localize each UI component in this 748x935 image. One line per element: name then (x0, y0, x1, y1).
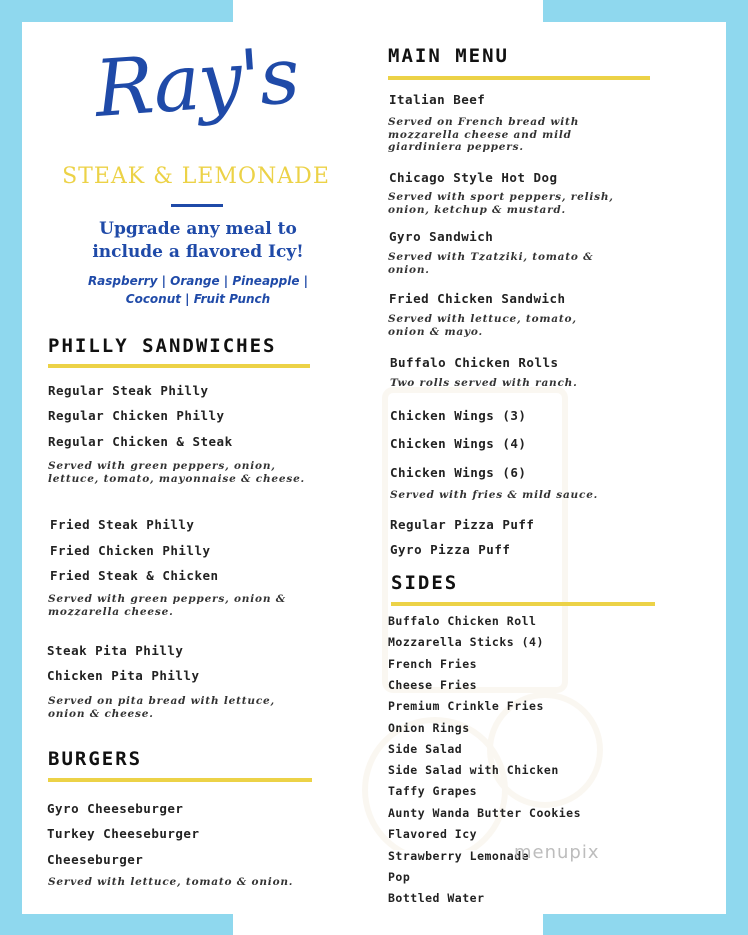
item-description (48, 460, 305, 485)
side-item: Strawberry Lemonade (388, 849, 530, 863)
menu-item: Chicago Style Hot Dog (389, 170, 558, 185)
description-line: onion, ketchup & mustard. (388, 203, 567, 216)
item-description: Served with fries & mild sauce. (390, 489, 599, 501)
menu-item: Regular Chicken & Steak (48, 434, 233, 449)
menu-item: Chicken Wings (3) (390, 408, 527, 423)
description-line: Served with lettuce, tomato, (388, 313, 577, 325)
description-line: Served on pita bread with lettuce, (48, 695, 275, 707)
menu-item: Buffalo Chicken Rolls (390, 355, 559, 370)
menu-item: Gyro Cheeseburger (47, 801, 184, 816)
menu-item: Cheeseburger (47, 852, 144, 867)
side-item: French Fries (388, 657, 478, 671)
menu-item: Chicken Wings (4) (390, 436, 527, 451)
bottom-white-strip (233, 912, 543, 935)
description-line: onion. (388, 263, 430, 276)
menu-item: Chicken Wings (6) (390, 465, 527, 480)
description-line: Served with green peppers, onion, (48, 460, 276, 472)
side-item: Bottled Water (388, 891, 485, 905)
promo-text (60, 218, 336, 264)
description-line: Served with Tzatziki, tomato & (388, 251, 594, 263)
description-line: Served with green peppers, onion & (48, 593, 287, 605)
item-description: Two rolls served with ranch. (390, 377, 578, 389)
promo-line-1: Upgrade any meal to (99, 219, 297, 239)
menu-item: Fried Steak & Chicken (50, 568, 219, 583)
description-line: onion & mayo. (388, 325, 483, 338)
menu-item: Chicken Pita Philly (47, 668, 200, 683)
description-line: mozzarella cheese and mild (388, 128, 572, 141)
item-description: Served with lettuce, tomato & onion. (48, 876, 294, 888)
description-line: Served with sport peppers, relish, (388, 191, 614, 203)
side-item: Mozzarella Sticks (4) (388, 635, 544, 649)
item-description (388, 116, 579, 154)
menu-item: Fried Chicken Sandwich (389, 291, 566, 306)
description-line: Served on French bread with (388, 116, 580, 128)
menu-item: Gyro Sandwich (389, 229, 494, 244)
side-item: Pop (388, 870, 411, 884)
divider (171, 204, 223, 207)
description-line: lettuce, tomato, mayonnaise & cheese. (48, 472, 306, 485)
menu-item: Fried Steak Philly (50, 517, 195, 532)
menu-item: Regular Chicken Philly (48, 408, 225, 423)
philly-heading: PHILLY SANDWICHES (48, 335, 277, 357)
brand-logo: Ray's (92, 31, 301, 135)
side-item: Side Salad with Chicken (388, 763, 559, 777)
promo-line-2: include a flavored Icy! (92, 242, 304, 262)
side-item: Side Salad (388, 742, 463, 756)
watermark: menupix (514, 842, 600, 863)
menu-item: Fried Chicken Philly (50, 543, 211, 558)
sides-heading: SIDES (391, 572, 459, 594)
flavor-list (70, 272, 326, 308)
burgers-heading: BURGERS (48, 748, 143, 770)
item-description (48, 695, 275, 720)
side-item: Taffy Grapes (388, 784, 478, 798)
sides-underline (391, 602, 655, 606)
description-line: giardiniera peppers. (388, 141, 524, 153)
menu-item: Turkey Cheeseburger (47, 826, 200, 841)
side-item: Aunty Wanda Butter Cookies (388, 806, 582, 820)
side-item: Flavored Icy (388, 827, 478, 841)
description-line: mozzarella cheese. (48, 605, 174, 618)
main-menu-heading: MAIN MENU (388, 45, 509, 67)
item-description (388, 313, 577, 338)
flavor-line-1: Raspberry | Orange | Pineapple | (87, 274, 309, 288)
side-item: Cheese Fries (388, 678, 478, 692)
top-white-strip (233, 0, 543, 24)
menu-item: Steak Pita Philly (47, 643, 184, 658)
menu-item: Regular Pizza Puff (390, 517, 535, 532)
menu-item: Gyro Pizza Puff (390, 542, 511, 557)
brand-subtitle: STEAK & LEMONADE (62, 164, 330, 189)
philly-underline (48, 364, 310, 368)
item-description (48, 593, 286, 618)
burgers-underline (48, 778, 312, 782)
side-item: Premium Crinkle Fries (388, 699, 544, 713)
side-item: Buffalo Chicken Roll (388, 614, 537, 628)
flavor-line-2: Coconut | Fruit Punch (125, 292, 271, 306)
menu-item: Regular Steak Philly (48, 383, 209, 398)
item-description (388, 251, 593, 276)
menu-item: Italian Beef (389, 92, 486, 107)
item-description (388, 191, 614, 216)
main-menu-underline (388, 76, 650, 80)
side-item: Onion Rings (388, 721, 470, 735)
description-line: onion & cheese. (48, 707, 154, 720)
